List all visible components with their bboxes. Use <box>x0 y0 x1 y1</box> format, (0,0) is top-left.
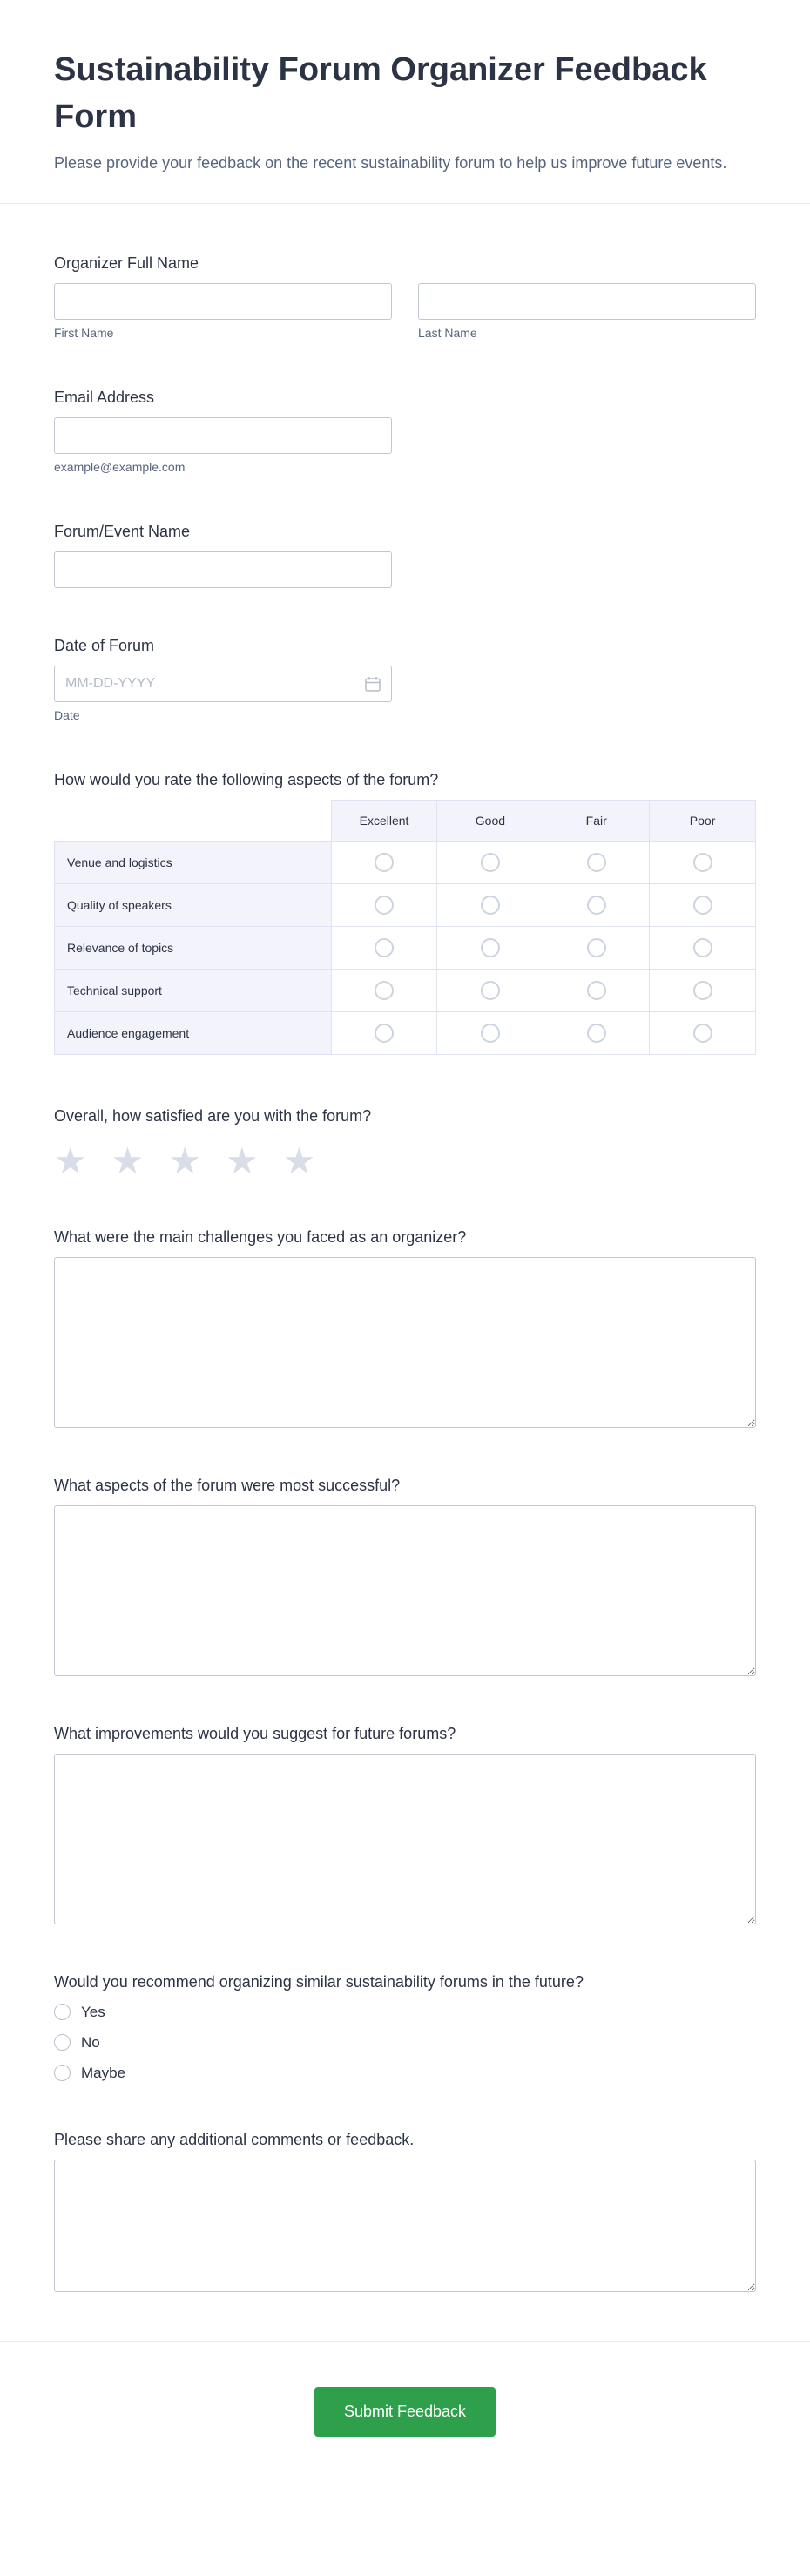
date-input-wrap <box>54 666 392 702</box>
field-rating-matrix <box>54 771 756 1055</box>
matrix-radio-icon[interactable] <box>481 1024 500 1043</box>
star-icon[interactable]: ★ <box>168 1139 201 1181</box>
matrix-row <box>55 969 756 1011</box>
page-title: Sustainability Forum Organizer Feedback Form <box>54 51 707 135</box>
submit-button[interactable]: Submit Feedback <box>314 2387 496 2437</box>
matrix-cell[interactable] <box>650 926 756 969</box>
matrix-radio-icon[interactable] <box>587 896 606 915</box>
matrix-cell[interactable] <box>543 1011 650 1054</box>
matrix-radio-icon[interactable] <box>481 938 500 957</box>
comments-question: Please share any additional comments or feedback. <box>54 2130 415 2148</box>
first-name-col <box>54 283 392 340</box>
matrix-radio-icon[interactable] <box>375 1024 394 1043</box>
radio-icon[interactable] <box>54 2065 71 2081</box>
field-challenges <box>54 1228 756 1428</box>
matrix-cell[interactable] <box>543 841 650 883</box>
matrix-cell[interactable] <box>650 1011 756 1054</box>
matrix-cell[interactable] <box>331 1011 437 1054</box>
matrix-cell[interactable] <box>543 926 650 969</box>
last-name-input[interactable] <box>418 283 756 320</box>
rating-matrix-table <box>54 800 756 1055</box>
matrix-cell[interactable] <box>331 926 437 969</box>
matrix-cell[interactable] <box>331 969 437 1011</box>
matrix-cell[interactable] <box>331 841 437 883</box>
matrix-cell[interactable] <box>650 841 756 883</box>
radio-icon[interactable] <box>54 2034 71 2051</box>
matrix-col-header: Fair <box>543 800 650 841</box>
matrix-row <box>55 1011 756 1054</box>
matrix-cell[interactable] <box>543 883 650 926</box>
field-satisfaction-rating <box>54 1107 756 1180</box>
matrix-row-label: Audience engagement <box>55 1011 332 1054</box>
matrix-cell[interactable] <box>543 969 650 1011</box>
matrix-radio-icon[interactable] <box>693 938 712 957</box>
matrix-col-header: Good <box>437 800 543 841</box>
email-input[interactable] <box>54 417 392 454</box>
matrix-radio-icon[interactable] <box>375 981 394 1000</box>
matrix-row-label: Quality of speakers <box>55 883 332 926</box>
matrix-radio-icon[interactable] <box>481 896 500 915</box>
field-email <box>54 389 756 474</box>
matrix-radio-icon[interactable] <box>587 981 606 1000</box>
matrix-radio-icon[interactable] <box>693 896 712 915</box>
matrix-radio-icon[interactable] <box>587 853 606 872</box>
star-icon[interactable]: ★ <box>225 1139 259 1181</box>
first-name-input[interactable] <box>54 283 392 320</box>
event-name-input[interactable] <box>54 551 392 588</box>
star-rating <box>54 1139 756 1181</box>
matrix-cell[interactable] <box>437 1011 543 1054</box>
form-body <box>0 204 810 2292</box>
matrix-cell[interactable] <box>437 883 543 926</box>
challenges-textarea[interactable] <box>54 1257 756 1428</box>
matrix-question: How would you rate the following aspects of the forum? <box>54 770 439 788</box>
matrix-corner-cell <box>55 800 332 841</box>
date-input[interactable] <box>54 666 392 702</box>
matrix-cell[interactable] <box>437 926 543 969</box>
field-comments <box>54 2131 756 2292</box>
star-icon[interactable]: ★ <box>282 1139 316 1181</box>
recommend-option-label: Maybe <box>81 2064 126 2081</box>
recommend-option-no[interactable] <box>54 2034 756 2052</box>
matrix-header-row <box>55 800 756 841</box>
page-subtitle: Please provide your feedback on the recent sustainability forum to help us improve future events. <box>54 153 727 172</box>
matrix-row <box>55 883 756 926</box>
challenges-question: What were the main challenges you faced as an organizer? <box>54 1227 467 1246</box>
matrix-radio-icon[interactable] <box>587 938 606 957</box>
matrix-cell[interactable] <box>331 883 437 926</box>
matrix-radio-icon[interactable] <box>375 896 394 915</box>
calendar-icon[interactable] <box>364 675 381 693</box>
matrix-col-header: Poor <box>650 800 756 841</box>
recommend-option-label: No <box>81 2033 100 2051</box>
field-successes <box>54 1477 756 1676</box>
matrix-row-label: Technical support <box>55 969 332 1011</box>
recommend-option-label: Yes <box>81 2003 105 2020</box>
matrix-row-label: Relevance of topics <box>55 926 332 969</box>
rating-question: Overall, how satisfied are you with the forum? <box>54 1106 372 1125</box>
star-icon[interactable]: ★ <box>111 1139 145 1181</box>
matrix-row-label: Venue and logistics <box>55 841 332 883</box>
field-date <box>54 637 756 722</box>
field-event-name <box>54 523 756 588</box>
matrix-radio-icon[interactable] <box>375 853 394 872</box>
field-recommend <box>54 1973 756 2082</box>
matrix-cell[interactable] <box>650 883 756 926</box>
matrix-cell[interactable] <box>437 841 543 883</box>
successes-textarea[interactable] <box>54 1505 756 1676</box>
matrix-radio-icon[interactable] <box>481 981 500 1000</box>
last-name-col <box>418 283 756 340</box>
email-sublabel: example@example.com <box>54 459 186 474</box>
matrix-radio-icon[interactable] <box>375 938 394 957</box>
form-header <box>0 0 810 203</box>
recommend-option-yes[interactable] <box>54 2004 756 2021</box>
name-inputs-row <box>54 283 756 340</box>
organizer-name-label: Organizer Full Name <box>54 254 199 272</box>
successes-question: What aspects of the forum were most successful? <box>54 1476 401 1494</box>
event-name-label: Forum/Event Name <box>54 522 191 540</box>
improvements-question: What improvements would you suggest for future forums? <box>54 1724 456 1742</box>
recommend-options <box>54 2004 756 2082</box>
last-name-sublabel: Last Name <box>418 325 477 340</box>
matrix-row <box>55 841 756 883</box>
matrix-col-header: Excellent <box>331 800 437 841</box>
recommend-question: Would you recommend organizing similar sustainability forums in the future? <box>54 1972 584 1991</box>
comments-textarea[interactable] <box>54 2160 756 2292</box>
matrix-row <box>55 926 756 969</box>
recommend-option-maybe[interactable] <box>54 2065 756 2082</box>
field-improvements <box>54 1725 756 1924</box>
matrix-radio-icon[interactable] <box>693 853 712 872</box>
first-name-sublabel: First Name <box>54 325 114 340</box>
matrix-radio-icon[interactable] <box>587 1024 606 1043</box>
matrix-cell[interactable] <box>650 969 756 1011</box>
field-organizer-name <box>54 254 756 340</box>
matrix-cell[interactable] <box>437 969 543 1011</box>
email-label: Email Address <box>54 388 155 406</box>
matrix-radio-icon[interactable] <box>693 1024 712 1043</box>
submit-section <box>0 2341 810 2498</box>
matrix-radio-icon[interactable] <box>693 981 712 1000</box>
star-icon[interactable]: ★ <box>54 1139 87 1181</box>
date-sublabel: Date <box>54 707 80 722</box>
matrix-radio-icon[interactable] <box>481 853 500 872</box>
radio-icon[interactable] <box>54 2004 71 2020</box>
improvements-textarea[interactable] <box>54 1754 756 1924</box>
date-label: Date of Forum <box>54 636 155 654</box>
